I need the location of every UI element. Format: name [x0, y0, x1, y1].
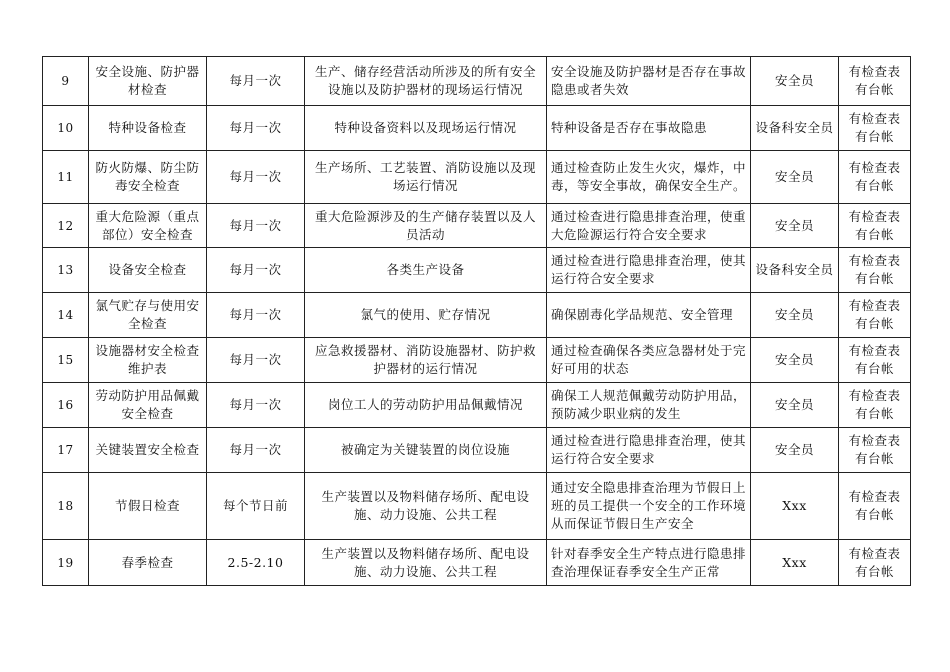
- table-row: [43, 151, 911, 204]
- check-frequency: 每月一次: [207, 248, 305, 293]
- check-frequency: 每月一次: [207, 106, 305, 151]
- check-goal: 通过检查防止发生火灾，爆炸，中毒，等安全事故，确保安全生产。: [547, 151, 751, 204]
- check-goal: 确保剧毒化学品规范、安全管理: [547, 293, 751, 338]
- row-number: 15: [43, 338, 89, 383]
- check-scope: 各类生产设备: [305, 248, 547, 293]
- record-type: [839, 428, 911, 473]
- row-number: 9: [43, 57, 89, 106]
- row-number: 17: [43, 428, 89, 473]
- check-goal: 通过检查进行隐患排查治理，使其运行符合安全要求: [547, 428, 751, 473]
- table-row: [43, 106, 911, 151]
- record-line: 有台帐: [854, 226, 894, 242]
- check-scope: 生产场所、工艺装置、消防设施以及现场运行情况: [305, 151, 547, 204]
- table-row: [43, 383, 911, 428]
- check-item: 重大危险源（重点部位）安全检查: [89, 204, 207, 248]
- check-goal: 通过安全隐患排查治理为节假日上班的员工提供一个安全的工作环境从而保证节假日生产安全: [547, 473, 751, 540]
- record-type: [839, 57, 911, 106]
- record-line: 有台帐: [854, 361, 894, 376]
- check-goal: 通过检查确保各类应急器材处于完好可用的状态: [547, 338, 751, 383]
- check-item: 防火防爆、防尘防毒安全检查: [89, 151, 207, 204]
- table-row: [43, 338, 911, 383]
- table-row: [43, 473, 911, 540]
- responsible-person: 设备科安全员: [751, 106, 839, 151]
- table-row: [43, 57, 911, 106]
- check-goal: 通过检查进行隐患排查治理，使重大危险源运行符合安全要求: [547, 204, 751, 248]
- responsible-person: 安全员: [751, 338, 839, 383]
- responsible-person: 安全员: [751, 57, 839, 106]
- record-line: 有台帐: [854, 406, 894, 421]
- check-goal: 安全设施及防护器材是否存在事故隐患或者失效: [547, 57, 751, 106]
- responsible-person: 安全员: [751, 204, 839, 248]
- check-frequency: 每月一次: [207, 151, 305, 204]
- check-scope: 生产装置以及物料储存场所、配电设施、动力设施、公共工程: [305, 473, 547, 540]
- record-type: [839, 473, 911, 540]
- check-goal: 特种设备是否存在事故隐患: [547, 106, 751, 151]
- row-number: 11: [43, 151, 89, 204]
- record-line: 有台帐: [854, 316, 894, 331]
- responsible-person: 设备科安全员: [751, 248, 839, 293]
- table-row: [43, 540, 911, 586]
- record-line: 有检查表: [848, 160, 901, 175]
- record-type: [839, 540, 911, 586]
- record-line: 有检查表: [848, 433, 901, 448]
- record-line: 有检查表: [848, 545, 901, 561]
- check-frequency: 每个节日前: [207, 473, 305, 540]
- table-row: [43, 204, 911, 248]
- check-scope: 生产装置以及物料储存场所、配电设施、动力设施、公共工程: [305, 540, 547, 586]
- record-line: 有检查表: [848, 343, 901, 358]
- check-scope: 岗位工人的劳动防护用品佩戴情况: [305, 383, 547, 428]
- check-frequency: 每月一次: [207, 338, 305, 383]
- record-type: [839, 383, 911, 428]
- record-type: [839, 106, 911, 151]
- responsible-person: 安全员: [751, 383, 839, 428]
- record-line: 有台帐: [854, 178, 894, 193]
- record-type: [839, 204, 911, 248]
- record-type: [839, 293, 911, 338]
- check-frequency: 每月一次: [207, 204, 305, 248]
- check-scope: 生产、储存经营活动所涉及的所有安全设施以及防护器材的现场运行情况: [305, 57, 547, 106]
- check-item: 节假日检查: [89, 473, 207, 540]
- table-row: [43, 293, 911, 338]
- responsible-person: 安全员: [751, 293, 839, 338]
- check-item: 氯气贮存与使用安全检查: [89, 293, 207, 338]
- record-line: 有检查表: [848, 489, 901, 504]
- check-item: 安全设施、防护器材检查: [89, 57, 207, 106]
- record-line: 有台帐: [854, 271, 894, 286]
- check-frequency: 每月一次: [207, 428, 305, 473]
- record-type: [839, 248, 911, 293]
- record-line: 有检查表: [848, 64, 901, 79]
- record-line: 有台帐: [854, 563, 894, 579]
- row-number: 12: [43, 204, 89, 248]
- check-item: 关键装置安全检查: [89, 428, 207, 473]
- check-goal: 针对春季安全生产特点进行隐患排查治理保证春季安全生产正常: [547, 540, 751, 586]
- record-type: [839, 151, 911, 204]
- responsible-person: 安全员: [751, 151, 839, 204]
- record-line: 有检查表: [848, 111, 901, 126]
- check-scope: 被确定为关键装置的岗位设施: [305, 428, 547, 473]
- check-frequency: 每月一次: [207, 383, 305, 428]
- check-item: 设备安全检查: [89, 248, 207, 293]
- row-number: 18: [43, 473, 89, 540]
- record-line: 有检查表: [848, 208, 901, 224]
- check-frequency: 每月一次: [207, 57, 305, 106]
- row-number: 14: [43, 293, 89, 338]
- check-scope: 应急救援器材、消防设施器材、防护救护器材的运行情况: [305, 338, 547, 383]
- check-frequency: 2.5-2.10: [207, 540, 305, 586]
- responsible-person: Xxx: [751, 473, 839, 540]
- check-goal: 通过检查进行隐患排查治理，使其运行符合安全要求: [547, 248, 751, 293]
- check-item: 劳动防护用品佩戴安全检查: [89, 383, 207, 428]
- inspection-table: [42, 56, 911, 586]
- check-scope: 重大危险源涉及的生产储存装置以及人员活动: [305, 204, 547, 248]
- row-number: 19: [43, 540, 89, 586]
- table-row: [43, 428, 911, 473]
- record-line: 有台帐: [854, 451, 894, 466]
- record-line: 有台帐: [854, 82, 894, 97]
- check-scope: 氯气的使用、贮存情况: [305, 293, 547, 338]
- row-number: 16: [43, 383, 89, 428]
- record-line: 有检查表: [848, 253, 901, 268]
- check-goal: 确保工人规范佩戴劳动防护用品，预防减少职业病的发生: [547, 383, 751, 428]
- check-item: 设施器材安全检查维护表: [89, 338, 207, 383]
- table-row: [43, 248, 911, 293]
- record-line: 有台帐: [854, 129, 894, 144]
- record-line: 有检查表: [848, 298, 901, 313]
- check-frequency: 每月一次: [207, 293, 305, 338]
- check-item: 春季检查: [89, 540, 207, 586]
- record-line: 有检查表: [848, 388, 901, 403]
- row-number: 10: [43, 106, 89, 151]
- check-scope: 特种设备资料以及现场运行情况: [305, 106, 547, 151]
- record-type: [839, 338, 911, 383]
- responsible-person: Xxx: [751, 540, 839, 586]
- responsible-person: 安全员: [751, 428, 839, 473]
- row-number: 13: [43, 248, 89, 293]
- record-line: 有台帐: [854, 507, 894, 522]
- check-item: 特种设备检查: [89, 106, 207, 151]
